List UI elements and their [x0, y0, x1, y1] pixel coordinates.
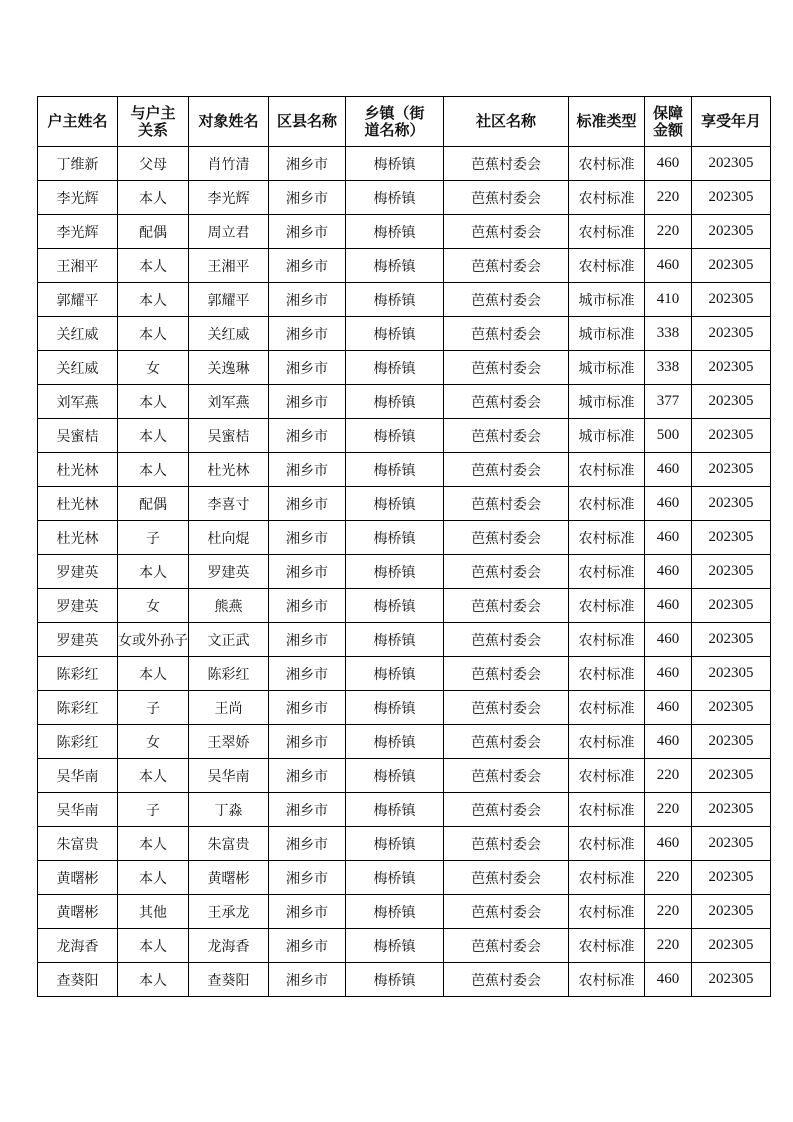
household-head-cell: 关红威: [38, 351, 118, 385]
relationship-cell: 子: [118, 793, 189, 827]
relationship-cell: 本人: [118, 555, 189, 589]
relationship-cell: 本人: [118, 657, 189, 691]
household-head-cell: 李光辉: [38, 215, 118, 249]
household-head-cell: 罗建英: [38, 623, 118, 657]
period-cell: 202305: [692, 351, 771, 385]
table-row: [38, 215, 771, 249]
amount-cell: 460: [645, 453, 692, 487]
town-cell: 梅桥镇: [346, 215, 444, 249]
amount-cell: 460: [645, 691, 692, 725]
relationship-cell: 本人: [118, 861, 189, 895]
period-cell: 202305: [692, 691, 771, 725]
table-row: [38, 827, 771, 861]
community-cell: 芭蕉村委会: [444, 759, 569, 793]
table-row: [38, 419, 771, 453]
household-head-cell: 龙海香: [38, 929, 118, 963]
recipient-name-cell: 刘军燕: [189, 385, 269, 419]
table-row: [38, 317, 771, 351]
household-head-cell: 吴蜜桔: [38, 419, 118, 453]
period-cell: 202305: [692, 181, 771, 215]
recipient-name-cell: 杜向焜: [189, 521, 269, 555]
recipient-name-cell: 龙海香: [189, 929, 269, 963]
community-cell: 芭蕉村委会: [444, 623, 569, 657]
household-head-cell: 关红威: [38, 317, 118, 351]
header-relationship: 与户主关系: [118, 97, 189, 147]
header-recipient-name: 对象姓名: [189, 97, 269, 147]
period-cell: 202305: [692, 487, 771, 521]
header-community: 社区名称: [444, 97, 569, 147]
household-head-cell: 吴华南: [38, 759, 118, 793]
header-county: 区县名称: [269, 97, 346, 147]
household-head-cell: 丁维新: [38, 147, 118, 181]
community-cell: 芭蕉村委会: [444, 385, 569, 419]
county-cell: 湘乡市: [269, 249, 346, 283]
header-standard-type: 标准类型: [569, 97, 645, 147]
period-cell: 202305: [692, 555, 771, 589]
town-cell: 梅桥镇: [346, 351, 444, 385]
period-cell: 202305: [692, 283, 771, 317]
town-cell: 梅桥镇: [346, 283, 444, 317]
county-cell: 湘乡市: [269, 895, 346, 929]
table-row: [38, 351, 771, 385]
relationship-cell: 本人: [118, 181, 189, 215]
table-row: [38, 793, 771, 827]
community-cell: 芭蕉村委会: [444, 725, 569, 759]
town-cell: 梅桥镇: [346, 521, 444, 555]
recipient-name-cell: 王翠娇: [189, 725, 269, 759]
period-cell: 202305: [692, 249, 771, 283]
community-cell: 芭蕉村委会: [444, 827, 569, 861]
relationship-cell: 子: [118, 521, 189, 555]
standard-type-cell: 城市标准: [569, 283, 645, 317]
household-head-cell: 朱富贵: [38, 827, 118, 861]
household-head-cell: 陈彩红: [38, 657, 118, 691]
recipient-name-cell: 李喜寸: [189, 487, 269, 521]
town-cell: 梅桥镇: [346, 759, 444, 793]
town-cell: 梅桥镇: [346, 895, 444, 929]
period-cell: 202305: [692, 827, 771, 861]
table-row: [38, 521, 771, 555]
recipient-name-cell: 熊燕: [189, 589, 269, 623]
relationship-cell: 本人: [118, 929, 189, 963]
header-town: 乡镇（街道名称）: [346, 97, 444, 147]
county-cell: 湘乡市: [269, 453, 346, 487]
standard-type-cell: 农村标准: [569, 793, 645, 827]
amount-cell: 460: [645, 589, 692, 623]
standard-type-cell: 农村标准: [569, 691, 645, 725]
standard-type-cell: 农村标准: [569, 215, 645, 249]
header-household-head: 户主姓名: [38, 97, 118, 147]
recipient-name-cell: 黄曙彬: [189, 861, 269, 895]
county-cell: 湘乡市: [269, 963, 346, 997]
period-cell: 202305: [692, 589, 771, 623]
amount-cell: 338: [645, 351, 692, 385]
household-head-cell: 罗建英: [38, 589, 118, 623]
county-cell: 湘乡市: [269, 521, 346, 555]
recipient-name-cell: 王湘平: [189, 249, 269, 283]
town-cell: 梅桥镇: [346, 963, 444, 997]
table-row: [38, 759, 771, 793]
household-head-cell: 黄曙彬: [38, 861, 118, 895]
table-row: [38, 147, 771, 181]
community-cell: 芭蕉村委会: [444, 895, 569, 929]
period-cell: 202305: [692, 759, 771, 793]
town-cell: 梅桥镇: [346, 385, 444, 419]
household-head-cell: 刘军燕: [38, 385, 118, 419]
community-cell: 芭蕉村委会: [444, 555, 569, 589]
community-cell: 芭蕉村委会: [444, 453, 569, 487]
amount-cell: 460: [645, 827, 692, 861]
table-row: [38, 589, 771, 623]
standard-type-cell: 农村标准: [569, 623, 645, 657]
town-cell: 梅桥镇: [346, 861, 444, 895]
town-cell: 梅桥镇: [346, 419, 444, 453]
town-cell: 梅桥镇: [346, 623, 444, 657]
amount-cell: 460: [645, 147, 692, 181]
amount-cell: 500: [645, 419, 692, 453]
community-cell: 芭蕉村委会: [444, 589, 569, 623]
relationship-cell: 本人: [118, 453, 189, 487]
relationship-cell: 本人: [118, 283, 189, 317]
table-row: [38, 453, 771, 487]
table-row: [38, 249, 771, 283]
county-cell: 湘乡市: [269, 759, 346, 793]
community-cell: 芭蕉村委会: [444, 657, 569, 691]
recipient-name-cell: 吴华南: [189, 759, 269, 793]
town-cell: 梅桥镇: [346, 827, 444, 861]
standard-type-cell: 农村标准: [569, 861, 645, 895]
relationship-cell: 本人: [118, 419, 189, 453]
household-head-cell: 杜光林: [38, 453, 118, 487]
relationship-cell: 配偶: [118, 487, 189, 521]
standard-type-cell: 农村标准: [569, 453, 645, 487]
household-head-cell: 王湘平: [38, 249, 118, 283]
county-cell: 湘乡市: [269, 317, 346, 351]
relationship-cell: 本人: [118, 385, 189, 419]
household-head-cell: 杜光林: [38, 487, 118, 521]
assistance-table-container: [37, 96, 771, 997]
county-cell: 湘乡市: [269, 827, 346, 861]
standard-type-cell: 农村标准: [569, 657, 645, 691]
amount-cell: 460: [645, 657, 692, 691]
community-cell: 芭蕉村委会: [444, 929, 569, 963]
recipient-name-cell: 文正武: [189, 623, 269, 657]
period-cell: 202305: [692, 385, 771, 419]
recipient-name-cell: 朱富贵: [189, 827, 269, 861]
recipient-name-cell: 杜光林: [189, 453, 269, 487]
table-header-row: [38, 97, 771, 147]
table-row: [38, 555, 771, 589]
community-cell: 芭蕉村委会: [444, 147, 569, 181]
table-row: [38, 725, 771, 759]
table-row: [38, 283, 771, 317]
relationship-cell: 配偶: [118, 215, 189, 249]
period-cell: 202305: [692, 419, 771, 453]
header-period: 享受年月: [692, 97, 771, 147]
table-row: [38, 181, 771, 215]
relationship-cell: 本人: [118, 249, 189, 283]
household-head-cell: 陈彩红: [38, 725, 118, 759]
town-cell: 梅桥镇: [346, 487, 444, 521]
amount-cell: 460: [645, 623, 692, 657]
recipient-name-cell: 查葵阳: [189, 963, 269, 997]
amount-cell: 220: [645, 215, 692, 249]
community-cell: 芭蕉村委会: [444, 487, 569, 521]
county-cell: 湘乡市: [269, 385, 346, 419]
standard-type-cell: 城市标准: [569, 351, 645, 385]
household-head-cell: 杜光林: [38, 521, 118, 555]
amount-cell: 220: [645, 759, 692, 793]
county-cell: 湘乡市: [269, 589, 346, 623]
community-cell: 芭蕉村委会: [444, 317, 569, 351]
period-cell: 202305: [692, 147, 771, 181]
standard-type-cell: 农村标准: [569, 929, 645, 963]
community-cell: 芭蕉村委会: [444, 351, 569, 385]
household-head-cell: 查葵阳: [38, 963, 118, 997]
amount-cell: 410: [645, 283, 692, 317]
relationship-cell: 女: [118, 589, 189, 623]
household-head-cell: 郭耀平: [38, 283, 118, 317]
community-cell: 芭蕉村委会: [444, 283, 569, 317]
amount-cell: 460: [645, 725, 692, 759]
relationship-cell: 本人: [118, 827, 189, 861]
recipient-name-cell: 陈彩红: [189, 657, 269, 691]
amount-cell: 220: [645, 929, 692, 963]
relationship-cell: 本人: [118, 759, 189, 793]
period-cell: 202305: [692, 929, 771, 963]
town-cell: 梅桥镇: [346, 589, 444, 623]
amount-cell: 460: [645, 249, 692, 283]
county-cell: 湘乡市: [269, 555, 346, 589]
community-cell: 芭蕉村委会: [444, 691, 569, 725]
relationship-cell: 女或外孙子: [118, 623, 189, 657]
table-row: [38, 691, 771, 725]
county-cell: 湘乡市: [269, 181, 346, 215]
household-head-cell: 陈彩红: [38, 691, 118, 725]
town-cell: 梅桥镇: [346, 793, 444, 827]
period-cell: 202305: [692, 215, 771, 249]
standard-type-cell: 农村标准: [569, 181, 645, 215]
town-cell: 梅桥镇: [346, 317, 444, 351]
standard-type-cell: 农村标准: [569, 759, 645, 793]
community-cell: 芭蕉村委会: [444, 861, 569, 895]
standard-type-cell: 农村标准: [569, 521, 645, 555]
amount-cell: 460: [645, 963, 692, 997]
standard-type-cell: 农村标准: [569, 725, 645, 759]
standard-type-cell: 农村标准: [569, 487, 645, 521]
county-cell: 湘乡市: [269, 657, 346, 691]
period-cell: 202305: [692, 895, 771, 929]
community-cell: 芭蕉村委会: [444, 181, 569, 215]
recipient-name-cell: 吴蜜桔: [189, 419, 269, 453]
relationship-cell: 其他: [118, 895, 189, 929]
county-cell: 湘乡市: [269, 861, 346, 895]
recipient-name-cell: 关逸琳: [189, 351, 269, 385]
period-cell: 202305: [692, 657, 771, 691]
recipient-name-cell: 罗建英: [189, 555, 269, 589]
county-cell: 湘乡市: [269, 691, 346, 725]
town-cell: 梅桥镇: [346, 725, 444, 759]
table-row: [38, 861, 771, 895]
relationship-cell: 父母: [118, 147, 189, 181]
period-cell: 202305: [692, 453, 771, 487]
town-cell: 梅桥镇: [346, 657, 444, 691]
community-cell: 芭蕉村委会: [444, 793, 569, 827]
county-cell: 湘乡市: [269, 623, 346, 657]
standard-type-cell: 农村标准: [569, 963, 645, 997]
county-cell: 湘乡市: [269, 793, 346, 827]
town-cell: 梅桥镇: [346, 453, 444, 487]
recipient-name-cell: 肖竹清: [189, 147, 269, 181]
standard-type-cell: 农村标准: [569, 589, 645, 623]
county-cell: 湘乡市: [269, 351, 346, 385]
amount-cell: 220: [645, 181, 692, 215]
assistance-table: [37, 96, 771, 997]
header-amount: 保障金额: [645, 97, 692, 147]
town-cell: 梅桥镇: [346, 181, 444, 215]
county-cell: 湘乡市: [269, 725, 346, 759]
standard-type-cell: 农村标准: [569, 827, 645, 861]
table-row: [38, 623, 771, 657]
standard-type-cell: 农村标准: [569, 555, 645, 589]
town-cell: 梅桥镇: [346, 929, 444, 963]
recipient-name-cell: 王承龙: [189, 895, 269, 929]
period-cell: 202305: [692, 725, 771, 759]
amount-cell: 377: [645, 385, 692, 419]
town-cell: 梅桥镇: [346, 249, 444, 283]
table-body: [38, 147, 771, 997]
relationship-cell: 本人: [118, 317, 189, 351]
county-cell: 湘乡市: [269, 487, 346, 521]
household-head-cell: 吴华南: [38, 793, 118, 827]
standard-type-cell: 农村标准: [569, 147, 645, 181]
period-cell: 202305: [692, 861, 771, 895]
household-head-cell: 罗建英: [38, 555, 118, 589]
period-cell: 202305: [692, 963, 771, 997]
community-cell: 芭蕉村委会: [444, 963, 569, 997]
table-row: [38, 487, 771, 521]
standard-type-cell: 农村标准: [569, 249, 645, 283]
relationship-cell: 子: [118, 691, 189, 725]
community-cell: 芭蕉村委会: [444, 521, 569, 555]
county-cell: 湘乡市: [269, 215, 346, 249]
amount-cell: 460: [645, 521, 692, 555]
county-cell: 湘乡市: [269, 929, 346, 963]
period-cell: 202305: [692, 623, 771, 657]
amount-cell: 460: [645, 487, 692, 521]
amount-cell: 220: [645, 793, 692, 827]
recipient-name-cell: 丁淼: [189, 793, 269, 827]
recipient-name-cell: 王尚: [189, 691, 269, 725]
amount-cell: 220: [645, 861, 692, 895]
community-cell: 芭蕉村委会: [444, 215, 569, 249]
recipient-name-cell: 李光辉: [189, 181, 269, 215]
county-cell: 湘乡市: [269, 147, 346, 181]
period-cell: 202305: [692, 793, 771, 827]
period-cell: 202305: [692, 317, 771, 351]
table-row: [38, 895, 771, 929]
county-cell: 湘乡市: [269, 283, 346, 317]
recipient-name-cell: 周立君: [189, 215, 269, 249]
relationship-cell: 女: [118, 351, 189, 385]
community-cell: 芭蕉村委会: [444, 249, 569, 283]
standard-type-cell: 城市标准: [569, 317, 645, 351]
table-row: [38, 963, 771, 997]
table-row: [38, 385, 771, 419]
household-head-cell: 黄曙彬: [38, 895, 118, 929]
table-row: [38, 929, 771, 963]
amount-cell: 460: [645, 555, 692, 589]
household-head-cell: 李光辉: [38, 181, 118, 215]
amount-cell: 220: [645, 895, 692, 929]
standard-type-cell: 城市标准: [569, 385, 645, 419]
recipient-name-cell: 郭耀平: [189, 283, 269, 317]
standard-type-cell: 城市标准: [569, 419, 645, 453]
relationship-cell: 女: [118, 725, 189, 759]
town-cell: 梅桥镇: [346, 691, 444, 725]
town-cell: 梅桥镇: [346, 555, 444, 589]
relationship-cell: 本人: [118, 963, 189, 997]
table-row: [38, 657, 771, 691]
recipient-name-cell: 关红威: [189, 317, 269, 351]
county-cell: 湘乡市: [269, 419, 346, 453]
town-cell: 梅桥镇: [346, 147, 444, 181]
amount-cell: 338: [645, 317, 692, 351]
community-cell: 芭蕉村委会: [444, 419, 569, 453]
standard-type-cell: 农村标准: [569, 895, 645, 929]
period-cell: 202305: [692, 521, 771, 555]
